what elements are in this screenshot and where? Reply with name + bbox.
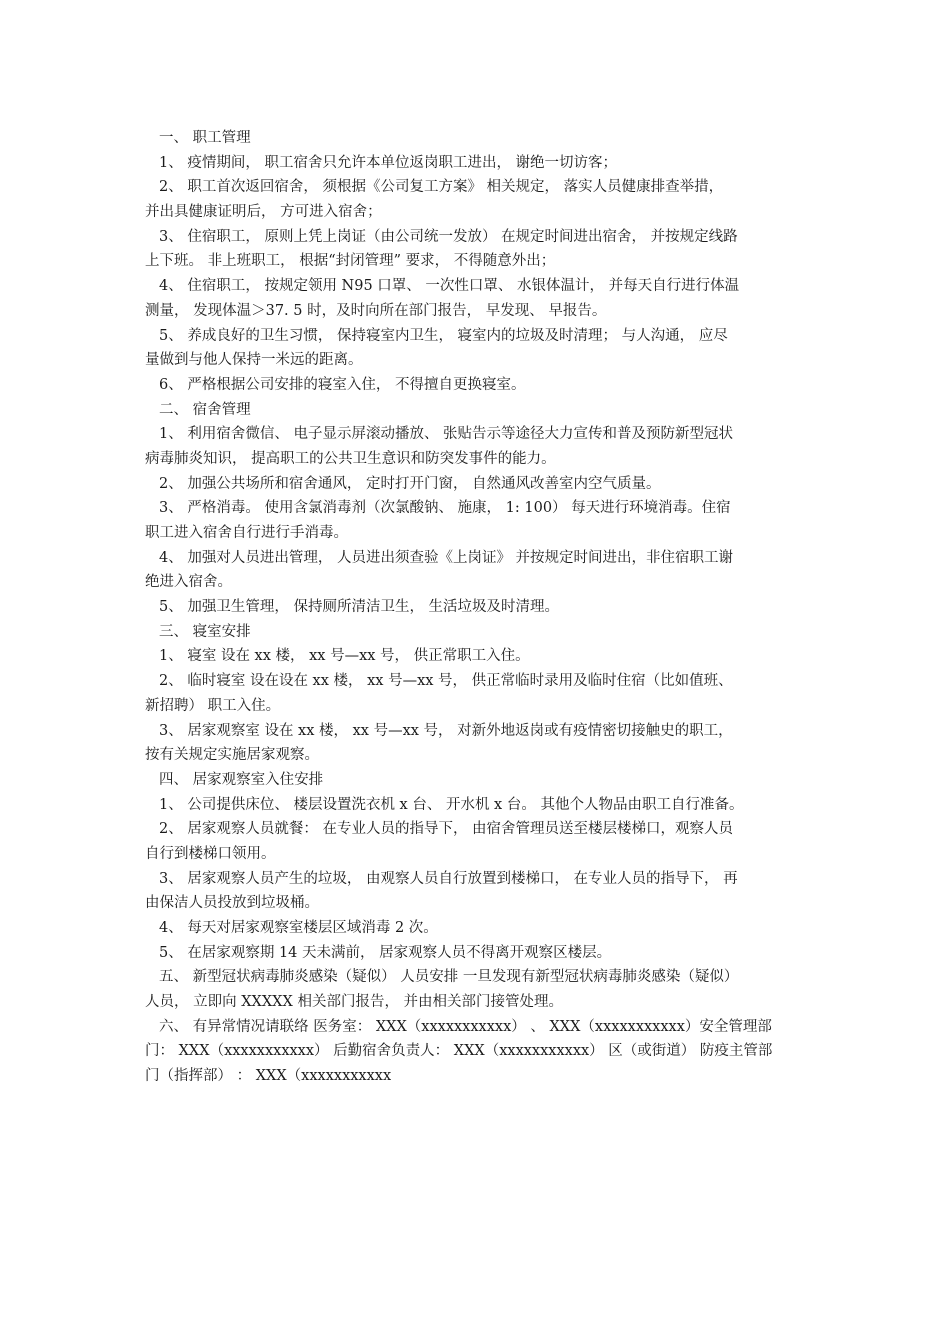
continuation-line: 测量， 发现体温＞37. 5 时，及时向所在部门报告， 早发现、 早报告。 — [145, 302, 607, 319]
continuation-line: 量做到与他人保持一米远的距离。 — [145, 352, 363, 369]
list-item-line: 2、 临时寝室 设在设在 xx 楼， xx 号—xx 号， 供正常临时录用及临时住宿（比如值班、 — [159, 673, 733, 690]
list-item-line: 3、 住宿职工， 原则上凭上岗证（由公司统一发放） 在规定时间进出宿舍， 并按规定线路 — [159, 228, 738, 245]
list-item-line: 5、 养成良好的卫生习惯， 保持寝室内卫生， 寝室内的垃圾及时清理； 与人沟通， 应尽 — [159, 327, 728, 344]
list-item-line: 1、 公司提供床位、 楼层设置洗衣机 x 台、 开水机 x 台。 其他个人物品由职工自行准备。 — [159, 796, 744, 813]
list-item-line: 3、 居家观察人员产生的垃圾， 由观察人员自行放置到楼梯口， 在专业人员的指导下， 再 — [159, 870, 738, 887]
list-item-line: 5、 在居家观察期 14 天未满前， 居家观察人员不得离开观察区楼层。 — [159, 944, 612, 961]
section-heading: 五、 新型冠状病毒肺炎感染（疑似） 人员安排 一旦发现有新型冠状病毒肺炎感染（疑似） — [159, 969, 739, 986]
list-item-line: 3、 严格消毒。 使用含氯消毒剂（次氯酸钠、 施康， 1: 100） 每天进行环境消毒。住宿 — [159, 500, 731, 517]
continuation-line: 并出具健康证明后， 方可进入宿舍； — [145, 204, 382, 221]
list-item-line: 1、 利用宿舍微信、 电子显示屏滚动播放、 张贴告示等途径大力宣传和普及预防新型冠状 — [159, 426, 734, 443]
section-heading: 一、 职工管理 — [159, 130, 251, 146]
list-item-line: 2、 居家观察人员就餐： 在专业人员的指导下， 由宿舍管理员送至楼层楼梯口，观察人员 — [159, 821, 734, 838]
list-item-line: 2、 加强公共场所和宿舍通风， 定时打开门窗， 自然通风改善室内空气质量。 — [159, 475, 661, 492]
section-heading: 六、 有异常情况请联络 医务室： XXX（xxxxxxxxxxx） 、 XXX（xxxxxxxxxxx）安全管理部 — [159, 1018, 772, 1035]
continuation-line: 按有关规定实施居家观察。 — [145, 747, 319, 764]
list-item-line: 4、 住宿职工， 按规定领用 N95 口罩、 一次性口罩、 水银体温计， 并每天自行进行体温 — [159, 278, 740, 295]
list-item-line: 3、 居家观察室 设在 xx 楼， xx 号—xx 号， 对新外地返岗或有疫情密切接触史的职工， — [159, 722, 733, 739]
list-item-line: 2、 职工首次返回宿舍， 须根据《公司复工方案》 相关规定， 落实人员健康排查举措， — [159, 179, 724, 196]
list-item-line: 1、 疫情期间， 职工宿舍只允许本单位返岗职工进出， 谢绝一切访客； — [159, 154, 618, 171]
continuation-line: 绝进入宿舍。 — [145, 574, 232, 591]
list-item-line: 5、 加强卫生管理， 保持厕所清洁卫生， 生活垃圾及时清理。 — [159, 599, 560, 616]
section-heading: 四、 居家观察室入住安排 — [159, 771, 324, 788]
continuation-line: 由保洁人员投放到垃圾桶。 — [145, 895, 319, 912]
continuation-line: 门： XXX（xxxxxxxxxxx） 后勤宿舍负责人： XXX（xxxxxxxxxxx） 区（或街道） 防疫主管部 — [145, 1043, 773, 1060]
continuation-line: 新招聘） 职工入住。 — [145, 697, 281, 714]
continuation-line: 门（指挥部） ： XXX（xxxxxxxxxxx — [145, 1068, 392, 1085]
continuation-line: 人员， 立即向 XXXXX 相关部门报告， 并由相关部门接管处理。 — [145, 994, 564, 1011]
section-heading: 二、 宿舍管理 — [159, 401, 251, 418]
list-item-line: 1、 寝室 设在 xx 楼， xx 号—xx 号， 供正常职工入住。 — [159, 648, 530, 665]
document-body — [145, 126, 810, 1089]
continuation-line: 自行到楼梯口领用。 — [145, 845, 276, 862]
list-item-line: 6、 严格根据公司安排的寝室入住， 不得擅自更换寝室。 — [159, 376, 526, 393]
section-heading: 三、 寝室安排 — [159, 623, 251, 640]
list-item-line: 4、 加强对人员进出管理， 人员进出须查验《上岗证》 并按规定时间进出，非住宿职工谢 — [159, 549, 734, 566]
continuation-line: 上下班。 非上班职工， 根据“封闭管理” 要求， 不得随意外出； — [145, 253, 556, 270]
list-item-line: 4、 每天对居家观察室楼层区域消毒 2 次。 — [159, 920, 438, 936]
continuation-line: 病毒肺炎知识， 提高职工的公共卫生意识和防突发事件的能力。 — [145, 450, 556, 467]
continuation-line: 职工进入宿舍自行进行手消毒。 — [145, 525, 348, 541]
